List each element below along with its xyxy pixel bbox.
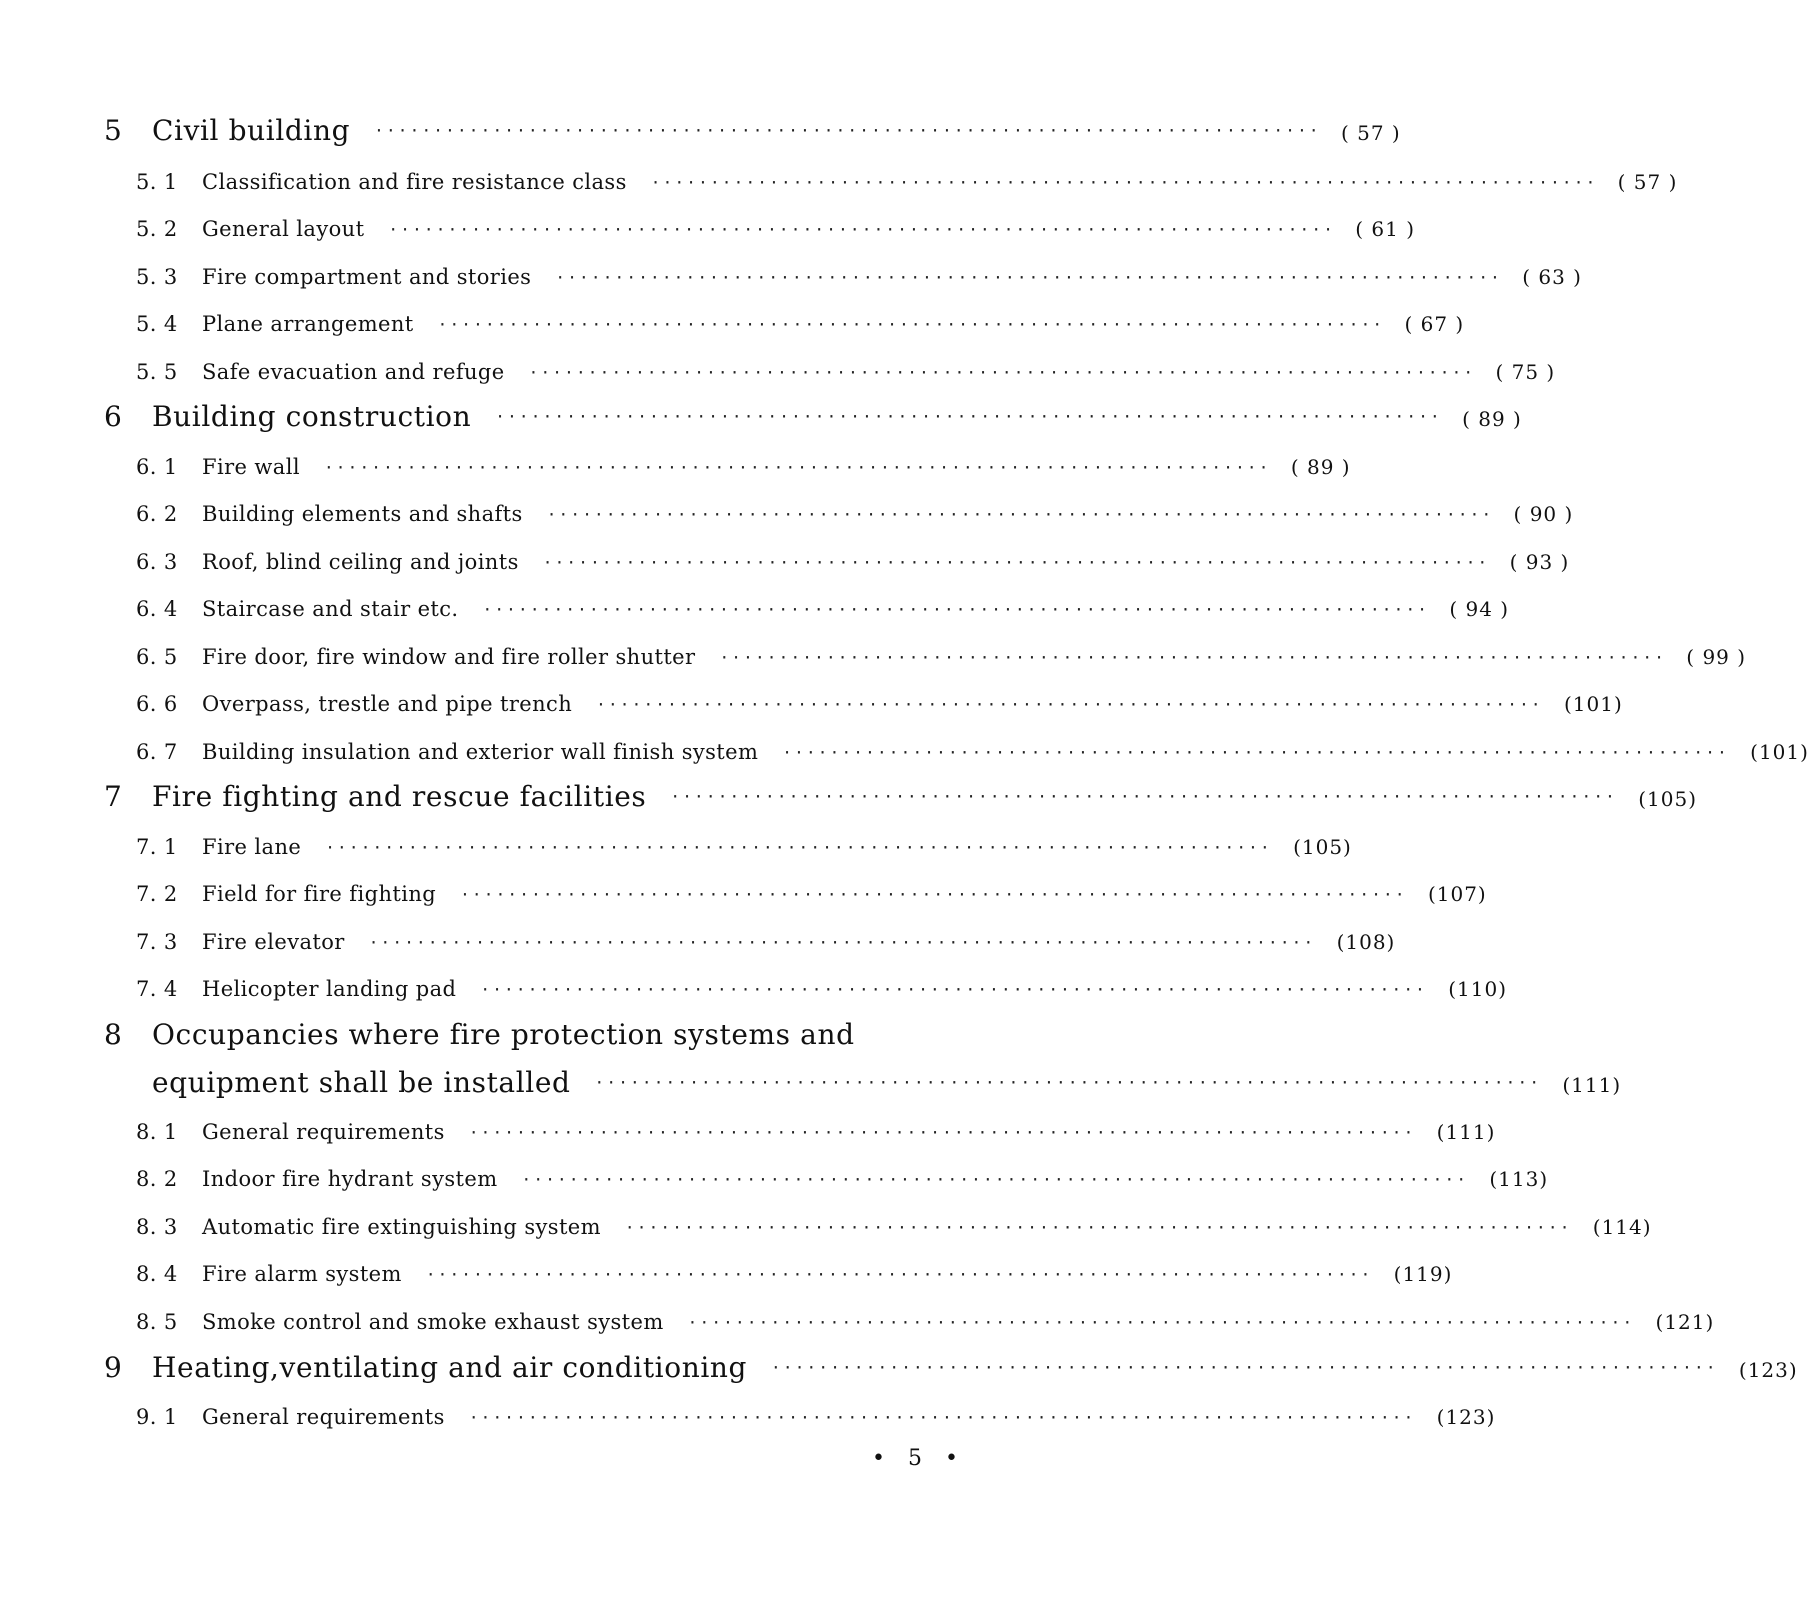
toc-section-row[interactable]: [136, 217, 1416, 241]
page-reference: (111): [1436, 1120, 1496, 1144]
toc-section-row[interactable]: [136, 360, 1556, 384]
page-reference: (113): [1489, 1167, 1549, 1191]
chapter-number: 9: [104, 1351, 123, 1384]
dot-leader: ················································································: [368, 932, 1316, 952]
page-reference: ( 89 ): [1462, 407, 1522, 431]
section-title: General requirements: [202, 1120, 445, 1144]
dot-leader: ················································································: [624, 1217, 1572, 1237]
section-number: 8. 2: [136, 1167, 178, 1191]
page-reference: (123): [1436, 1405, 1496, 1429]
section-number: 8. 4: [136, 1262, 178, 1286]
section-title: Automatic fire extinguishing system: [202, 1215, 601, 1239]
dot-leader: ················································································: [374, 121, 1321, 140]
section-title: Fire lane: [202, 835, 302, 859]
page-reference: (108): [1336, 930, 1396, 954]
page-reference: (123): [1738, 1358, 1798, 1382]
section-title: Helicopter landing pad: [202, 977, 457, 1001]
page-reference: ( 67 ): [1404, 312, 1465, 336]
dot-leader: ················································································: [323, 457, 1271, 477]
page-reference: (114): [1592, 1215, 1652, 1239]
dot-leader: ················································································: [388, 219, 1336, 239]
section-number: 5. 2: [136, 217, 178, 241]
dot-leader: ················································································: [482, 599, 1430, 619]
section-number: 6. 3: [136, 550, 178, 574]
page-reference: (105): [1293, 835, 1352, 859]
section-number: 7. 2: [136, 882, 178, 906]
toc-section-row[interactable]: [136, 170, 1678, 194]
dot-leader: ················································································: [670, 787, 1618, 806]
toc-section-row[interactable]: [136, 1215, 1652, 1239]
section-title: Fire wall: [202, 455, 300, 479]
section-number: 6. 5: [136, 645, 178, 669]
page-reference: ( 57 ): [1617, 170, 1678, 194]
toc-section-row[interactable]: [136, 265, 1582, 289]
section-title: Fire elevator: [202, 930, 345, 954]
section-title: Overpass, trestle and pipe trench: [202, 692, 573, 716]
section-number: 6. 6: [136, 692, 178, 716]
section-title: Roof, blind ceiling and joints: [202, 550, 519, 574]
dot-leader: ················································································: [771, 1358, 1718, 1377]
section-number: 6. 4: [136, 597, 178, 621]
toc-chapter-row[interactable]: [104, 1351, 1798, 1384]
toc-section-row[interactable]: [136, 1310, 1715, 1334]
section-number: 8. 5: [136, 1310, 178, 1334]
page-reference: ( 89 ): [1290, 455, 1351, 479]
page-reference: ( 93 ): [1509, 550, 1570, 574]
dot-leader: ················································································: [468, 1122, 1416, 1142]
section-title: Fire alarm system: [202, 1262, 402, 1286]
dot-leader: ················································································: [687, 1312, 1635, 1332]
chapter-number: 6: [104, 400, 123, 433]
toc-section-row[interactable]: [136, 692, 1623, 716]
section-title: Fire door, fire window and fire roller shutter: [202, 645, 696, 669]
toc-chapter-row[interactable]: [104, 780, 1698, 813]
section-title: General requirements: [202, 1405, 445, 1429]
dot-leader: ················································································: [528, 362, 1476, 382]
toc-section-row[interactable]: [136, 1405, 1496, 1429]
page-reference: (101): [1750, 740, 1809, 764]
section-number: 9. 1: [136, 1405, 178, 1429]
section-title: Classification and fire resistance class: [202, 170, 627, 194]
chapter-number: 7: [104, 780, 123, 813]
dot-leader: ················································································: [594, 1073, 1542, 1092]
dot-leader: ················································································: [542, 552, 1490, 572]
section-title: Field for fire fighting: [202, 882, 437, 906]
page-reference: ( 94 ): [1449, 597, 1510, 621]
toc-section-row[interactable]: [136, 740, 1809, 764]
page-reference: (110): [1448, 977, 1507, 1001]
toc-section-row[interactable]: [136, 977, 1507, 1001]
toc-section-row[interactable]: [136, 930, 1396, 954]
toc-section-row[interactable]: [136, 502, 1574, 526]
dot-leader: ················································································: [521, 1169, 1469, 1189]
page-reference: (101): [1563, 692, 1623, 716]
chapter-title: Civil building: [152, 114, 351, 147]
page-reference: (119): [1393, 1262, 1453, 1286]
section-number: 5. 3: [136, 265, 178, 289]
page-reference: ( 99 ): [1686, 645, 1747, 669]
section-title: Fire compartment and stories: [202, 265, 532, 289]
section-number: 5. 5: [136, 360, 178, 384]
chapter-title-continuation: equipment shall be installed: [152, 1066, 571, 1099]
section-title: Building insulation and exterior wall finish system: [202, 740, 759, 764]
dot-leader: ················································································: [596, 694, 1543, 714]
page-reference: (121): [1655, 1310, 1715, 1334]
section-title: Plane arrangement: [202, 312, 414, 336]
toc-section-row[interactable]: [136, 597, 1510, 621]
toc-chapter-row[interactable]: [104, 1018, 958, 1051]
page-reference: ( 90 ): [1513, 502, 1574, 526]
toc-chapter-row[interactable]: [104, 114, 1401, 147]
page-reference: ( 57 ): [1340, 121, 1401, 145]
section-number: 7. 3: [136, 930, 178, 954]
section-title: Smoke control and smoke exhaust system: [202, 1310, 664, 1334]
section-title: Building elements and shafts: [202, 502, 523, 526]
toc-section-row[interactable]: [136, 312, 1465, 336]
page-number: • 5 •: [872, 1446, 966, 1471]
dot-leader: ················································································: [460, 884, 1407, 904]
page-reference: (111): [1562, 1073, 1622, 1097]
toc-section-row[interactable]: [136, 550, 1570, 574]
dot-leader: ················································································: [719, 647, 1667, 667]
page-reference: ( 61 ): [1355, 217, 1416, 241]
section-title: Staircase and stair etc.: [202, 597, 459, 621]
toc-section-row[interactable]: [136, 645, 1747, 669]
dot-leader: ················································································: [437, 314, 1385, 334]
toc-section-row[interactable]: [136, 1167, 1549, 1191]
page-reference: (105): [1638, 787, 1698, 811]
section-number: 6. 1: [136, 455, 178, 479]
toc-section-row[interactable]: [136, 882, 1487, 906]
dot-leader: ················································································: [468, 1407, 1416, 1427]
page-reference: ( 63 ): [1522, 265, 1582, 289]
chapter-title: Heating,ventilating and air conditioning: [152, 1351, 748, 1384]
toc-section-row[interactable]: [136, 1262, 1453, 1286]
section-title: Safe evacuation and refuge: [202, 360, 505, 384]
chapter-title: Fire fighting and rescue facilities: [152, 780, 647, 813]
toc-section-row[interactable]: [136, 455, 1351, 479]
section-number: 8. 1: [136, 1120, 178, 1144]
section-number: 7. 1: [136, 835, 178, 859]
section-number: 6. 7: [136, 740, 178, 764]
dot-leader: ················································································: [782, 742, 1729, 762]
dot-leader: ················································································: [546, 504, 1494, 524]
chapter-number: 8: [104, 1018, 123, 1051]
section-number: 5. 1: [136, 170, 178, 194]
page-reference: ( 75 ): [1495, 360, 1556, 384]
chapter-title: Building construction: [152, 400, 472, 433]
section-title: Indoor fire hydrant system: [202, 1167, 498, 1191]
dot-leader: ················································································: [495, 407, 1442, 426]
toc-section-row[interactable]: [136, 1120, 1496, 1144]
dot-leader: ················································································: [480, 979, 1427, 999]
section-title: General layout: [202, 217, 365, 241]
page-reference: (107): [1427, 882, 1487, 906]
dot-leader: ················································································: [425, 1264, 1373, 1284]
chapter-number: 5: [104, 114, 123, 147]
section-number: 5. 4: [136, 312, 178, 336]
toc-chapter-continuation-row[interactable]: [152, 1066, 1622, 1099]
toc-chapter-row[interactable]: [104, 400, 1522, 433]
toc-section-row[interactable]: [136, 835, 1352, 859]
chapter-title: Occupancies where fire protection systems and: [152, 1018, 855, 1051]
section-number: 6. 2: [136, 502, 178, 526]
section-number: 7. 4: [136, 977, 178, 1001]
section-number: 8. 3: [136, 1215, 178, 1239]
dot-leader: ················································································: [325, 837, 1272, 857]
dot-leader: ················································································: [650, 172, 1598, 192]
dot-leader: ················································································: [555, 267, 1502, 287]
